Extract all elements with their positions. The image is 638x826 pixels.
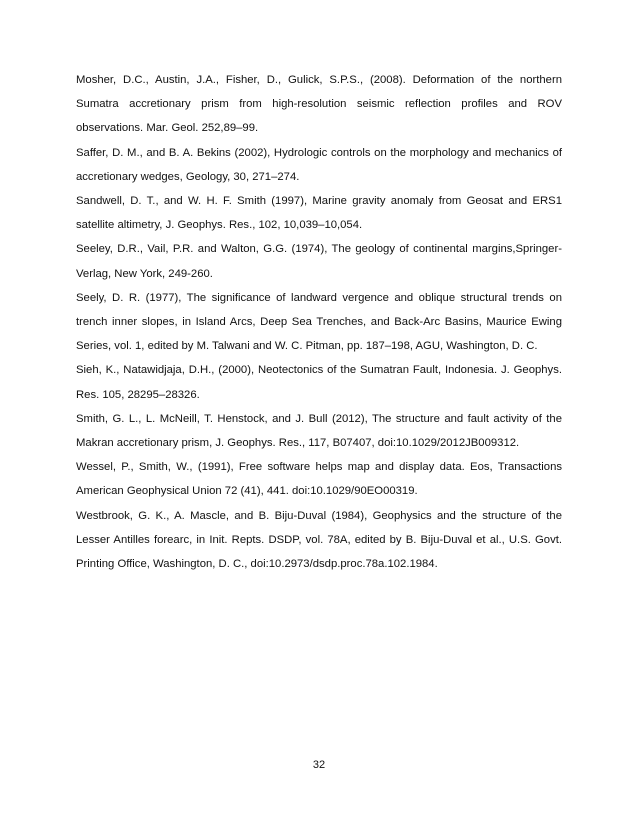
reference-entry: Westbrook, G. K., A. Mascle, and B. Biju-Duval (1984), Geophysics and the structure of the Lesser Antilles forearc, in Init. Repts. DSDP, vol. 78A, edited by B. Biju-Duval et al., U.S. Govt. Printing Office, Washington, D. C., doi:10.2973/dsdp.proc.78a.102.1984. [76, 509, 562, 571]
page-number: 32 [312, 759, 326, 771]
reference-entry: Sandwell, D. T., and W. H. F. Smith (1997), Marine gravity anomaly from Geosat and ERS1 satellite altimetry, J. Geophys. Res., 102, 10,039–10,054. [76, 195, 562, 232]
reference-entry: Seely, D. R. (1977), The significance of landward vergence and oblique structural trends on trench inner slopes, in Island Arcs, Deep Sea Trenches, and Back-Arc Basins, Maurice Ewing Series, vol. 1, edited by M. Talwani and W. C. Pitman, pp. 187–198, AGU, Washington, D. C. [76, 291, 562, 353]
reference-entry: Saffer, D. M., and B. A. Bekins (2002), Hydrologic controls on the morphology and mechanics of accretionary wedges, Geology, 30, 271–274. [76, 146, 562, 183]
reference-entry: Smith, G. L., L. McNeill, T. Henstock, and J. Bull (2012), The structure and fault activity of the Makran accretionary prism, J. Geophys. Res., 117, B07407, doi:10.1029/2012JB009312. [76, 412, 562, 450]
reference-list [76, 68, 562, 576]
reference-entry: Mosher, D.C., Austin, J.A., Fisher, D., Gulick, S.P.S., (2008). Deformation of the northern Sumatra accretionary prism from high-resolution seismic reflection profiles and ROV observations. Mar. Geol. 252,89–99. [76, 74, 562, 135]
reference-entry: Sieh, K., Natawidjaja, D.H., (2000), Neotectonics of the Sumatran Fault, Indonesia. J. Geophys. Res. 105, 28295–28326. [76, 364, 562, 401]
reference-entry: Seeley, D.R., Vail, P.R. and Walton, G.G. (1974), The geology of continental margins,Springer-Verlag, New York, 249-260. [76, 243, 562, 280]
reference-entry: Wessel, P., Smith, W., (1991), Free software helps map and display data. Eos, Transactions American Geophysical Union 72 (41), 441. doi:10.1029/90EO00319. [76, 461, 562, 498]
